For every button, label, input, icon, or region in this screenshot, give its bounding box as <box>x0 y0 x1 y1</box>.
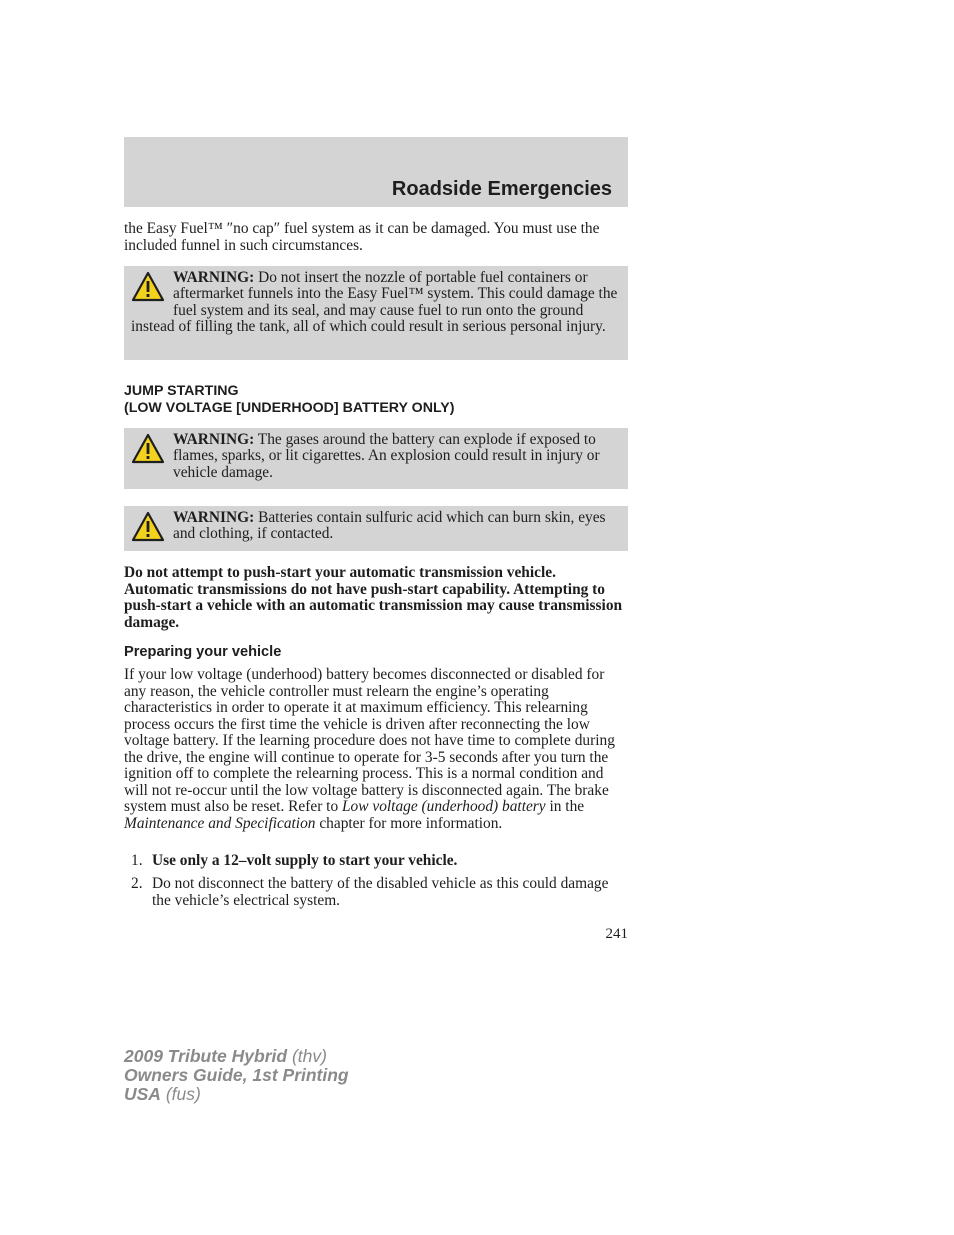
list-text: Use only a 12–volt supply to start your vehicle. <box>152 852 458 869</box>
warning-label: WARNING: <box>173 431 255 448</box>
warning-triangle-icon <box>131 271 165 303</box>
preparing-text-mid: in the <box>545 798 585 815</box>
preparing-text-start: If your low voltage (underhood) battery becomes disconnected or disabled for any reason, the vehicle controller must relearn the engine’s operating characteristics in order to operate it at maximum efficiency. This relearning process occurs the first time the vehicle is driven after reconnecting the low voltage battery. If the learning procedure does not have time to complete during the drive, the engine will continue to operate for 3-5 seconds after you turn the ignition off to complete the relearning process. This is a normal condition and will not re-occur until the low voltage battery is disconnected again. The brake system must also be reset. Refer to <box>124 666 615 815</box>
heading-line-1: JUMP STARTING <box>124 383 239 399</box>
list-text: Do not disconnect the battery of the disabled vehicle as this could damage the vehicle’s electrical system. <box>152 875 609 909</box>
section-title: Roadside Emergencies <box>391 178 612 200</box>
preparing-paragraph <box>124 667 628 832</box>
heading-line-2: (LOW VOLTAGE [UNDERHOOD] BATTERY ONLY) <box>124 400 455 416</box>
list-number: 2. <box>131 875 143 892</box>
list-number: 1. <box>131 852 143 869</box>
warning-text: Batteries contain sulfuric acid which can burn skin, eyes and clothing, if contacted. <box>173 509 606 543</box>
list-item <box>124 876 628 909</box>
intro-paragraph: the Easy Fuel™ ″no cap″ fuel system as it can be damaged. You must use the included funnel in such circumstances. <box>124 220 600 254</box>
warning-label: WARNING: <box>173 509 255 526</box>
footer-edition: Owners Guide, 1st Printing <box>124 1065 349 1085</box>
warning-triangle-icon <box>131 511 165 543</box>
document-footer <box>124 1047 349 1104</box>
warning-text: The gases around the battery can explode if exposed to flames, sparks, or lit cigarettes. An explosion could result in injury or vehicle damage. <box>173 431 600 481</box>
section-header-bar <box>124 137 628 207</box>
section-heading-jump-starting <box>124 383 455 417</box>
cross-reference-chapter: Maintenance and Specification <box>124 814 316 832</box>
footer-market-code: (fus) <box>160 1084 201 1104</box>
footer-model: 2009 Tribute Hybrid <box>124 1046 288 1066</box>
subheading-preparing-vehicle: Preparing your vehicle <box>124 644 282 660</box>
warning-text: Do not insert the nozzle of portable fuel containers or aftermarket funnels into the Easy Fuel™ system. This could damage the fuel system and its seal, and may cause fuel to run onto the ground instead of filling the tank, all of which could result in serious personal injury. <box>131 269 618 336</box>
cross-reference-battery: Low voltage (underhood) battery <box>342 798 546 815</box>
page-number: 241 <box>605 926 628 942</box>
warning-triangle-icon <box>131 433 165 465</box>
warning-box-sulfuric-acid <box>124 506 628 551</box>
footer-market: USA <box>124 1084 161 1104</box>
warning-label: WARNING: <box>173 269 255 286</box>
warning-box-fuel <box>124 266 628 360</box>
preparing-text-end: chapter for more information. <box>315 814 503 832</box>
list-item <box>124 853 628 870</box>
footer-model-code: (thv) <box>287 1046 327 1066</box>
warning-box-battery-gases <box>124 428 628 489</box>
push-start-notice: Do not attempt to push-start your automatic transmission vehicle. Automatic transmissions do not have push-start capability. Attempting to push-start a vehicle with an automatic transmission may cause transmission damage. <box>124 564 623 631</box>
